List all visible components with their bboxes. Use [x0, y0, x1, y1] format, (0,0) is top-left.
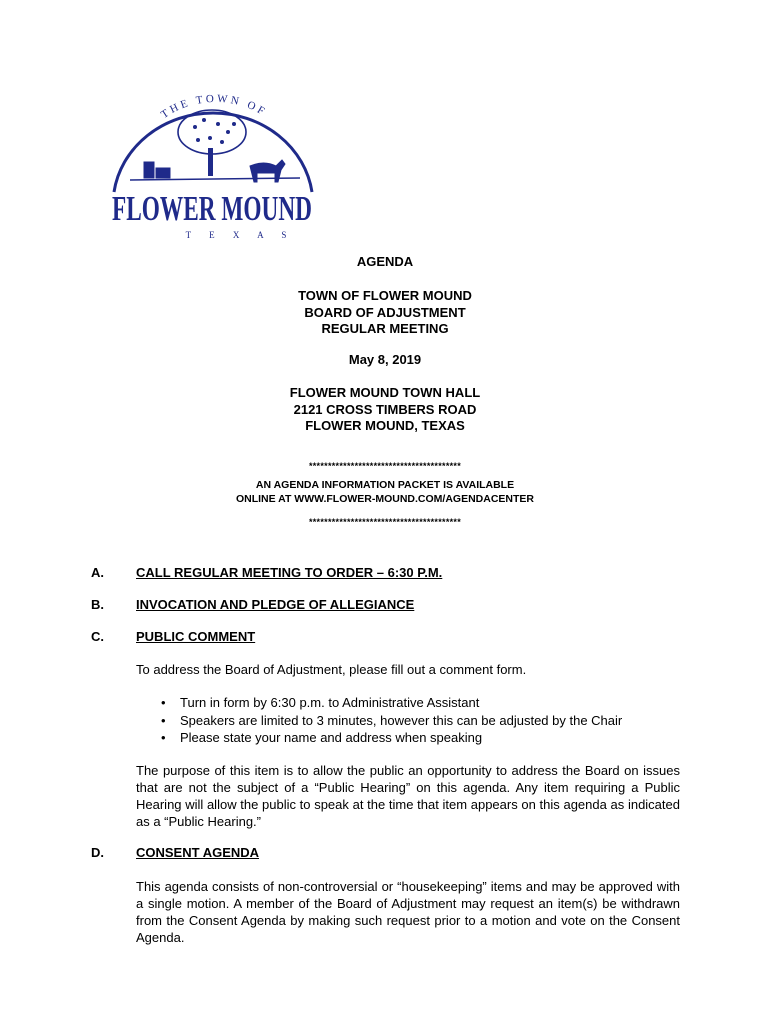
section-title: PUBLIC COMMENT: [136, 629, 256, 644]
public-comment-purpose: The purpose of this item is to allow the public an opportunity to address the Board on issues that are not the subject of a “Public Hearing” on this agenda. Any item requiring a Public Hearing will allow the public to speak at the time that item appears on this agenda as indicated as a “Public Hearing.”: [136, 763, 680, 829]
org-line: REGULAR MEETING: [321, 321, 449, 336]
org-line: BOARD OF ADJUSTMENT: [304, 304, 466, 320]
org-line: TOWN OF FLOWER MOUND: [298, 288, 472, 303]
consent-agenda-text: This agenda consists of non-controversial or “housekeeping” items and may be approved with a single motion. A member of the Board of Adjustment may request an item(s) be withdrawn from the Consent Agenda by making such request prior to a motion and vote on the Consent Agenda.: [136, 879, 680, 945]
section-letter: B.: [91, 597, 104, 612]
section-letter: C.: [91, 629, 104, 644]
public-comment-intro: To address the Board of Adjustment, please fill out a comment form.: [136, 662, 527, 677]
meeting-date: May 8, 2019: [348, 352, 422, 367]
logo-name: FLOWER MOUND: [112, 189, 312, 228]
section-title: CONSENT AGENDA: [136, 845, 260, 860]
list-item: • Turn in form by 6:30 p.m. to Administrative Assistant: [180, 694, 740, 712]
list-item: • Speakers are limited to 3 minutes, however this can be adjusted by the Chair: [180, 712, 740, 730]
star-divider: ****************************************: [308, 517, 462, 527]
public-comment-list: [136, 694, 740, 747]
list-item: • Please state your name and address when speaking: [180, 729, 740, 747]
section-title: CALL REGULAR MEETING TO ORDER – 6:30 P.M.: [136, 565, 443, 580]
svg-text:THE TOWN OF: [159, 93, 269, 121]
location-line: FLOWER MOUND TOWN HALL: [289, 385, 481, 400]
location-line: FLOWER MOUND, TEXAS: [305, 418, 465, 433]
town-logo: [100, 82, 324, 242]
agenda-title: AGENDA: [356, 254, 414, 269]
section-letter: A.: [91, 565, 104, 580]
section-title: INVOCATION AND PLEDGE OF ALLEGIANCE: [136, 597, 415, 612]
logo-state: T E X A S: [185, 230, 295, 240]
section-letter: D.: [91, 845, 104, 860]
notice-line: AN AGENDA INFORMATION PACKET IS AVAILABLE: [255, 479, 515, 491]
notice-block: [0, 478, 770, 506]
logo-arc-text: THE TOWN OF: [158, 92, 269, 122]
org-block: [0, 288, 770, 338]
location-line: 2121 CROSS TIMBERS ROAD: [293, 401, 477, 417]
location-block: [0, 385, 770, 435]
notice-line: ONLINE AT WWW.FLOWER-MOUND.COM/AGENDACENTER: [235, 493, 535, 505]
star-divider: ****************************************: [308, 461, 462, 471]
